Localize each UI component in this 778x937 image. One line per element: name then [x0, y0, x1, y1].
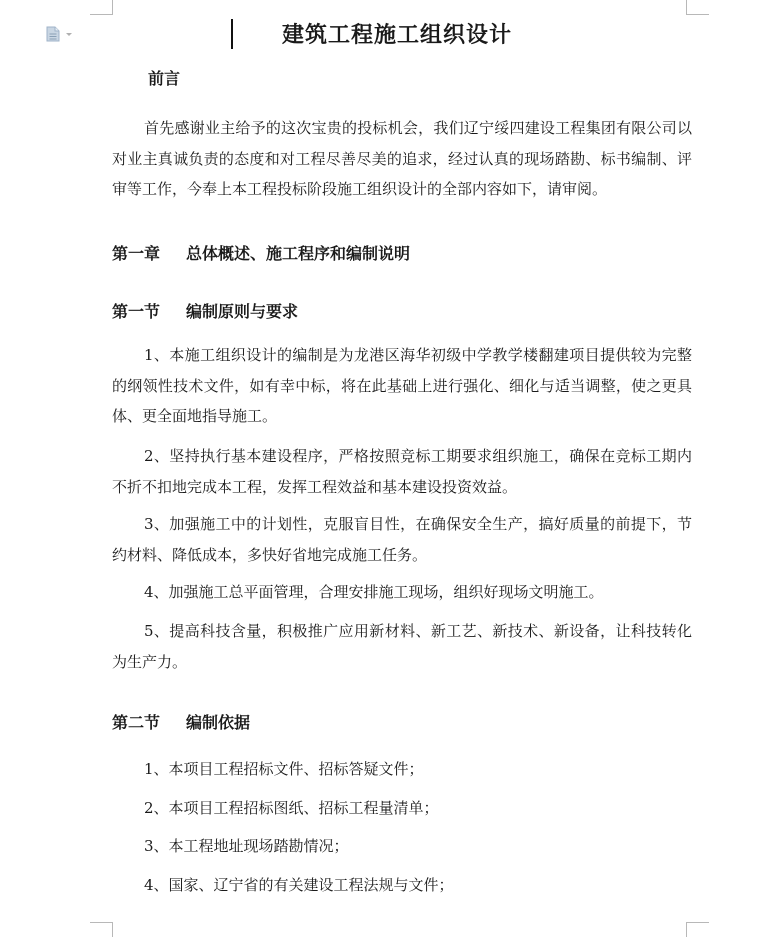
section-1-paragraph-5: 5、提高科技含量，积极推广应用新材料、新工艺、新技术、新设备，让科技转化为生产力。: [112, 622, 692, 671]
section-1-paragraph-4: 4、加强施工总平面管理，合理安排施工现场，组织好现场文明施工。: [144, 583, 604, 601]
section-1-paragraph-3: 3、加强施工中的计划性，克服盲目性，在确保安全生产，搞好质量的前提下，节约材料、降低成本，多快好省地完成施工任务。: [112, 515, 692, 564]
basis-item-3: 3、本工程地址现场踏勘情况；: [144, 837, 349, 855]
section-2-heading: [112, 710, 250, 733]
chapter-1-number: 第一章: [112, 244, 161, 263]
section-1-heading: [112, 299, 298, 322]
section-1-title: 编制原则与要求: [186, 302, 299, 321]
section-1-paragraph-1: 1、本施工组织设计的编制是为龙港区海华初级中学教学楼翻建项目提供较为完整的纲领性技术文件，如有幸中标，将在此基础上进行强化、细化与适当调整，使之更具体、更全面地指导施工。: [112, 346, 692, 425]
chapter-1-heading: [112, 241, 410, 264]
preface-heading: 前言: [148, 69, 181, 88]
preface-paragraph: 首先感谢业主给予的这次宝贵的投标机会，我们辽宁绥四建设工程集团有限公司以对业主真诚负责的态度和对工程尽善尽美的追求，经过认真的现场踏勘、标书编制、评审等工作，今奉上本工程投标阶段施工组织设计的全部内容如下，请审阅。: [112, 119, 692, 198]
basis-item-2: 2、本项目工程招标图纸、招标工程量清单；: [144, 799, 439, 817]
page-corner-top-left: [90, 0, 113, 15]
section-2-title: 编制依据: [186, 713, 251, 732]
section-2-number: 第二节: [112, 713, 161, 732]
page-corner-bottom-right: [686, 922, 709, 937]
basis-item-4: 4、国家、辽宁省的有关建设工程法规与文件；: [144, 876, 454, 894]
page-corner-top-right: [686, 0, 709, 15]
document-title: 建筑工程施工组织设计: [281, 22, 512, 48]
section-1-paragraph-2: 2、坚持执行基本建设程序，严格按照竞标工期要求组织施工，确保在竞标工期内不折不扣地完成本工程，发挥工程效益和基本建设投资效益。: [112, 447, 692, 496]
section-1-number: 第一节: [112, 302, 161, 321]
basis-item-1: 1、本项目工程招标文件、招标答疑文件；: [144, 760, 424, 778]
chapter-1-title: 总体概述、施工程序和编制说明: [186, 244, 411, 263]
page-corner-bottom-left: [90, 922, 113, 937]
